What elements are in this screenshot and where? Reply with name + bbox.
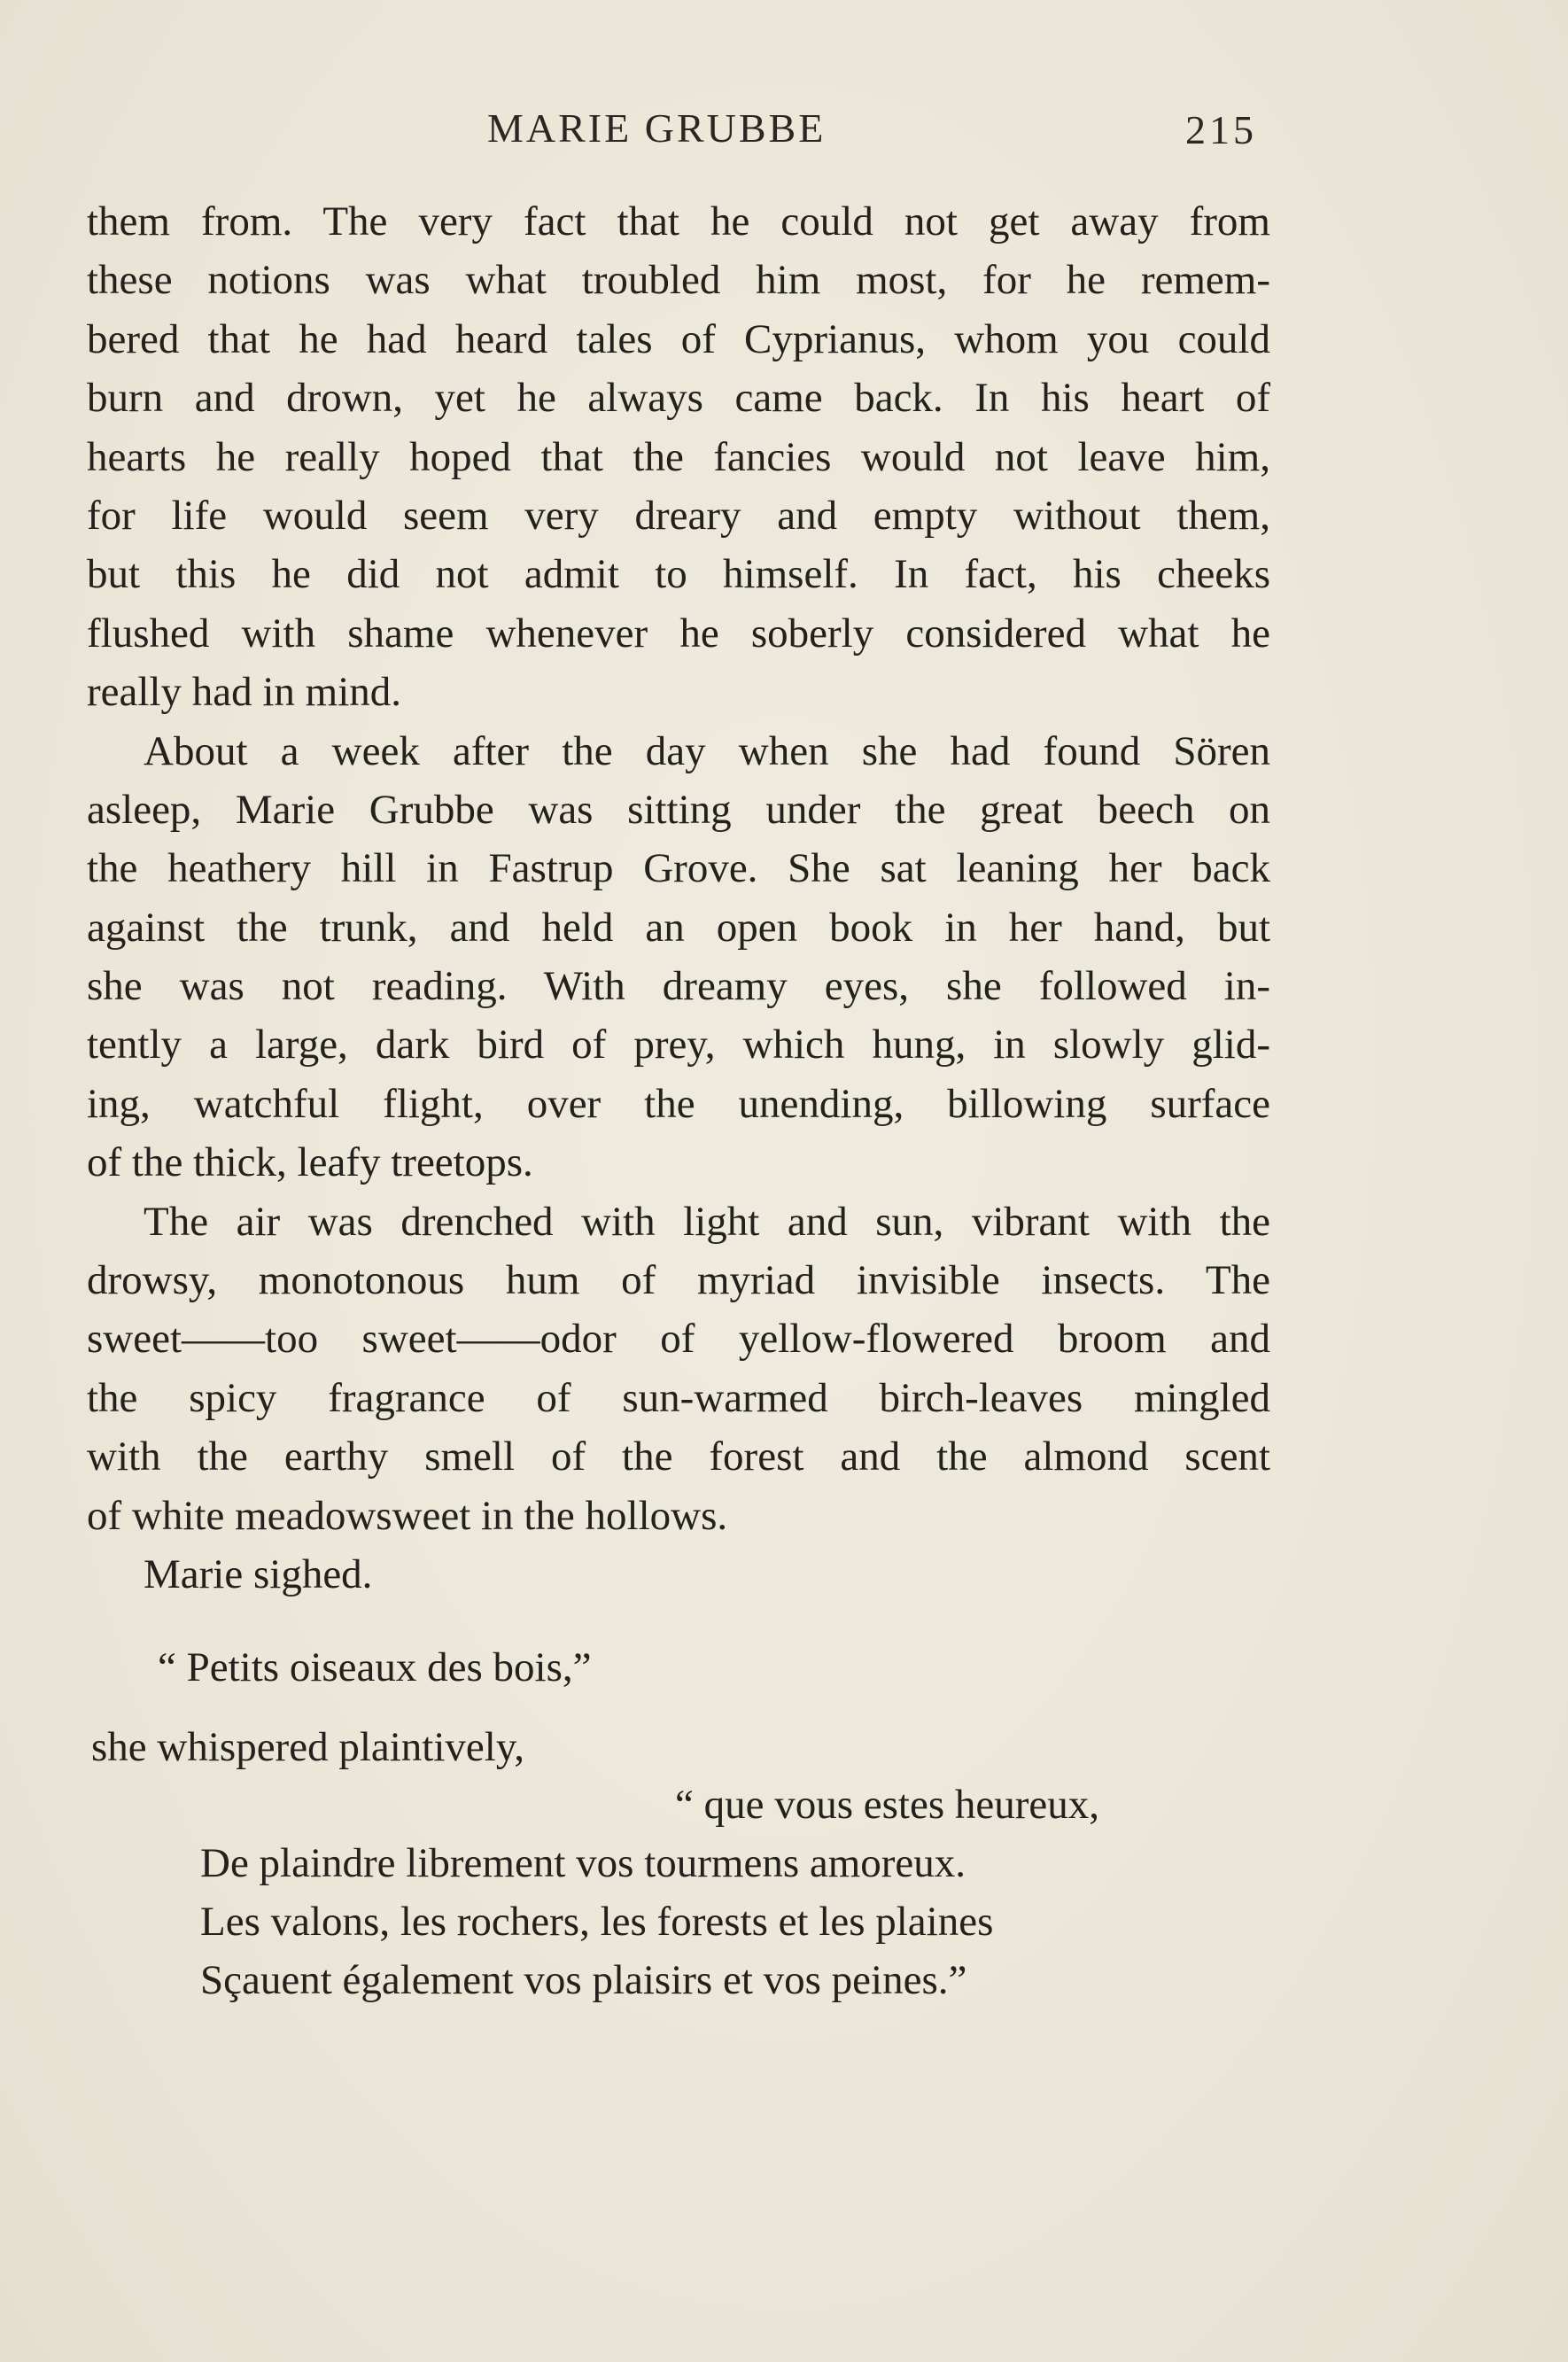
- running-title: MARIE GRUBBE: [487, 105, 827, 151]
- text-line: really had in mind.: [87, 669, 402, 716]
- paragraph: [87, 1545, 1270, 1604]
- text-line: them from. The very fact that he could not get away from: [87, 198, 1270, 245]
- verse-line: Sçauent également vos plaisirs et vos peines.”: [200, 1957, 967, 2003]
- text-line: for life would seem very dreary and empty without them,: [87, 492, 1270, 539]
- page-number: 215: [1185, 107, 1257, 152]
- text-line: with the earthy smell of the forest and the almond scent: [87, 1434, 1270, 1480]
- text-line: ing, watchful flight, over the unending, billowing surface: [87, 1080, 1270, 1127]
- body-text: [87, 192, 1270, 1604]
- text-line: against the trunk, and held an open book in her hand, but: [87, 904, 1270, 951]
- text-line: but this he did not admit to himself. In fact, his cheeks: [87, 551, 1270, 598]
- text-line: The air was drenched with light and sun, vibrant with the: [144, 1198, 1270, 1245]
- paragraph: [87, 192, 1270, 722]
- verse-line: “ que vous estes heureux,: [675, 1782, 1099, 1828]
- text-line: these notions was what troubled him most, for he remem-: [87, 257, 1270, 304]
- text-line: hearts he really hoped that the fancies would not leave him,: [87, 433, 1270, 480]
- text-line: bered that he had heard tales of Cyprianus, whom you could: [87, 315, 1270, 362]
- running-head: [0, 105, 1568, 167]
- paragraph: [87, 722, 1270, 1193]
- text-line: of white meadowsweet in the hollows.: [87, 1492, 728, 1539]
- text-line: the heathery hill in Fastrup Grove. She sat leaning her back: [87, 845, 1270, 892]
- paragraph: [87, 1193, 1270, 1545]
- narration-line: she whispered plaintively,: [91, 1724, 525, 1770]
- text-line: Marie sighed.: [144, 1550, 373, 1597]
- text-line: burn and drown, yet he always came back. In his heart of: [87, 375, 1270, 422]
- text-line: sweet——too sweet——odor of yellow-flowered broom and: [87, 1316, 1270, 1363]
- verse-line: “ Petits oiseaux des bois,”: [158, 1644, 592, 1690]
- text-line: tently a large, dark bird of prey, which hung, in slowly glid-: [87, 1022, 1270, 1068]
- text-line: she was not reading. With dreamy eyes, she followed in-: [87, 963, 1270, 1010]
- text-line: flushed with shame whenever he soberly considered what he: [87, 610, 1270, 657]
- verse-line: Les valons, les rochers, les forests et les plaines: [200, 1899, 994, 1945]
- verse-line: De plaindre librement vos tourmens amoreux.: [200, 1840, 966, 1886]
- text-line: drowsy, monotonous hum of myriad invisible insects. The: [87, 1257, 1270, 1304]
- text-line: the spicy fragrance of sun-warmed birch-leaves mingled: [87, 1374, 1270, 1421]
- text-line: of the thick, leafy treetops.: [87, 1139, 533, 1186]
- text-line: asleep, Marie Grubbe was sitting under the great beech on: [87, 786, 1270, 833]
- text-line: About a week after the day when she had found Sören: [144, 727, 1270, 774]
